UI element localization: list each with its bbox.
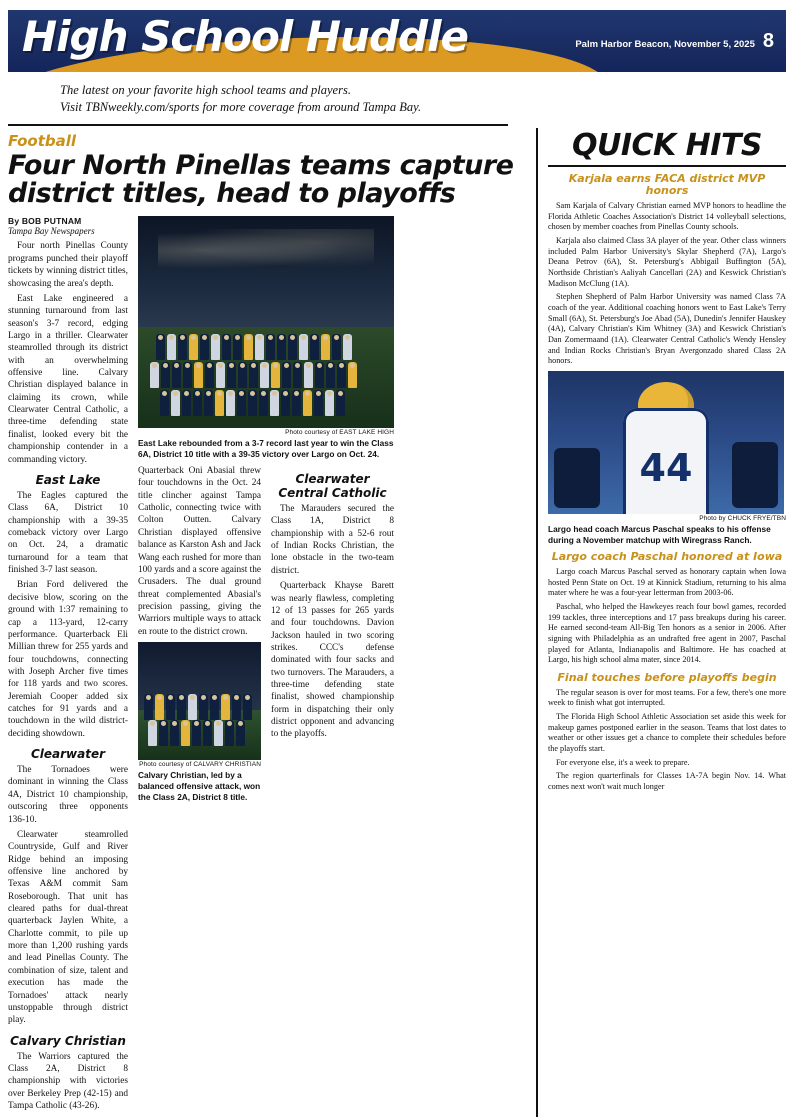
section-heading-calvary-christian: Calvary Christian	[10, 1033, 126, 1048]
coach-photo-paschal	[548, 371, 784, 514]
page-content	[8, 126, 786, 1116]
paragraph: Karjala also claimed Class 3A player of the year. Other class winners included Palm Harbor University's Skylar Shepherd (7A), Largo's Deana Petrov (6A), St. Petersburg's Abbigail Buffington (5A), Northside Christian's Aaliyah Cancellari (2A) and Keswick Christian's Madison McClung (1A).	[548, 236, 786, 288]
quick-hits-title: QUICK HITS	[548, 128, 786, 167]
story-kicker: Football	[8, 131, 77, 150]
deck-line-1: The latest on your favorite high school teams and players.	[60, 83, 351, 97]
photo-jersey-number: 44	[639, 446, 693, 491]
photo-caption: East Lake rebounded from a 3-7 record last year to win the Class 6A, District 10 title with a 39-35 victory over Largo on Oct. 24.	[138, 438, 394, 460]
paragraph: The regular season is over for most teams. For a few, there's one more week to finish what got interrupted.	[548, 687, 786, 708]
photo-team-row-mid	[150, 362, 357, 388]
quick-hits-rail	[536, 126, 786, 1116]
byline-organization: Tampa Bay Newspapers	[8, 226, 95, 237]
paragraph: East Lake engineered a stunning turnaround from last season's 3-7 record, edging Largo in a thriller. Clearwater steamrolled through its district with an overwhelming offensive line. Calvary Christian displayed balance in claiming its crown, while Clearwater Central Catholic, a three-time defending state finalist, looked every bit the championship contender in a commanding victory.	[8, 293, 128, 465]
paragraph: The region quarterfinals for Classes 1A-7A begin Nov. 14. What comes next won't wait much longer	[548, 771, 786, 791]
deck	[8, 80, 508, 126]
photo-team-row	[144, 694, 252, 720]
photo-credit: Photo courtesy of CALVARY CHRISTIAN	[139, 761, 261, 769]
paragraph: Quarterback Oni Abasial threw four touchdowns in the Oct. 24 title clincher against Tampa Catholic, connecting twice with Colton Outten. Calvary Christian displayed offensive balance as Karston Ash and Jack Wang each rushed for more than 100 yards and a score against the Crusaders. The dual ground threat complemented Abasial's precision passing, giving the Warriors multiple ways to attack en route to the district crown.	[138, 466, 261, 637]
team-photo-calvary	[138, 642, 261, 760]
main-story-zone	[8, 126, 526, 1116]
page-number: 8	[762, 30, 774, 52]
paragraph: The Tornadoes were dominant in winning the Class 4A, District 10 championship, outscoring three opponents 136-10.	[8, 765, 128, 825]
masthead-title: High School Huddle	[22, 12, 468, 61]
paragraph: Quarterback Khayse Barett was nearly flawless, completing 12 of 13 passes for 265 yards and four touchdowns. Davion Jackson hauled in two scoring strikes. CCC's defense dominated with four sacks and two turnovers. The Marauders, a three-time defending state finalist, showed championship form in dispatching their only district opponent and advancing to the playoffs.	[271, 581, 394, 740]
story-column-1	[8, 216, 128, 1115]
paragraph: The Eagles captured the Class 6A, District 10 championship with a 39-35 comeback victory over Largo on Oct. 24, a dramatic turnaround for a team that finished 3-7 last season.	[8, 490, 128, 576]
photo-caption: Calvary Christian, led by a balanced offensive attack, won the Class 2A, District 8 title.	[138, 770, 261, 802]
paragraph: Largo coach Marcus Paschal served as honorary captain when Iowa hosted Penn State on Oct. 19 at Kinnick Stadium, returning to his alma mater where he was a four-year letterman from 2003-06.	[548, 567, 786, 598]
publication-line: Palm Harbor Beacon, November 5, 2025	[575, 39, 755, 50]
photo-credit: Photo courtesy of EAST LAKE HIGH	[285, 429, 394, 437]
quick-hit-heading-paschal: Largo coach Paschal honored at Iowa	[551, 550, 783, 564]
photo-caption: Largo head coach Marcus Paschal speaks to his offense during a November matchup with Wiregrass Ranch.	[548, 523, 771, 545]
deck-line-2: Visit TBNweekly.com/sports for more coverage from around Tampa Bay.	[60, 99, 422, 114]
photo-player-left	[554, 448, 600, 508]
paragraph: Four north Pinellas County programs punched their playoff tickets by winning district titles, showcasing the area's depth.	[8, 241, 128, 289]
photo-stadium-lights	[158, 229, 373, 271]
sub-columns	[138, 465, 394, 807]
paragraph: The Warriors captured the Class 2A, District 8 championship with victories over Berkeley Prep (42-15) and Tampa Catholic (43-26).	[8, 1051, 128, 1112]
section-heading-ccc: Clearwater Central Catholic	[278, 472, 387, 500]
section-heading-east-lake: East Lake	[35, 472, 101, 487]
section-heading-clearwater: Clearwater	[30, 747, 106, 762]
paragraph: Paschal, who helped the Hawkeyes reach four bowl games, recorded 199 tackles, three interceptions and 17 pass breakups during his career. He earned second-team All-Big Ten honors as a senior in 2006. After signing with Philadelphia as an undrafted free agent in 2007, Paschal played for Atlanta, Indianapolis and Baltimore. He has coached at Largo, his high school alma mater, since 2014.	[548, 602, 786, 665]
team-photo-east-lake	[138, 216, 394, 428]
paragraph: The Marauders secured the Class 1A, District 8 championship with a 52-6 rout of Indian Rocks Christian, the lone obstacle in the two-team district.	[271, 504, 394, 576]
byline-author: By BOB PUTNAM	[8, 216, 82, 227]
quick-hit-heading-karjala: Karjala earns FACA district MVP honors	[568, 171, 766, 198]
photo-credit: Photo by CHUCK FRYE/TBN	[699, 514, 786, 522]
story-column-3	[271, 465, 394, 807]
rail-divider	[536, 128, 786, 1117]
photo-team-row	[148, 720, 245, 746]
paragraph: For everyone else, it's a week to prepare.	[556, 757, 690, 767]
photo-player-right	[732, 442, 778, 508]
quick-hit-heading-playoffs: Final touches before playoffs begin	[557, 670, 777, 684]
story-columns	[8, 216, 526, 1115]
newspaper-page	[0, 10, 794, 1112]
paragraph: Stephen Shepherd of Palm Harbor University was named Class 7A coach of the year. Additional coaching honors went to East Lake's Terry Small (6A), St. Petersburg's Joe Abad (5A), Dunedin's Jennifer Hauskey (4A), Calvary Christian's Kim Whitney (3A) and Keswick Christian's Dan Zomermaand (1A). Clearwater Central Catholic's Wendy Hensley and Indian Rocks Christian's Bryan Avergonzado shared Class 2A honors.	[548, 292, 786, 366]
masthead	[8, 10, 786, 72]
paragraph: The Florida High School Athletic Association set aside this week for makeup games postponed earlier in the season. Teams that lost dates to weather or other issues get a chance to complete their schedules before the playoffs start.	[548, 711, 786, 753]
masthead-meta	[575, 30, 774, 53]
photo-team-row-back	[156, 334, 352, 360]
photo-jersey	[623, 408, 709, 514]
paragraph: Clearwater steamrolled Countryside, Gulf and River Ridge behind an imposing offensive line anchored by Texas A&M commit Sam Roseborough. That unit has cleared paths for dual-threat quarterback Jaylen White, a Charlotte commit, to pile up more than 1,200 rushing yards and lead Pinellas County. The combination of size, talent and execution has made the Tornadoes' attack nearly unstoppable through district play.	[8, 829, 128, 1026]
page-title: Four North Pinellas teams capture district titles, head to playoffs	[8, 149, 514, 210]
photo-team-row-front	[160, 390, 345, 416]
story-column-2-3	[138, 216, 394, 1115]
paragraph: Sam Karjala of Calvary Christian earned MVP honors to headline the Florida Athletic Coaches Association's District 14 volleyball selections, chosen by member coaches from Pinellas County schools.	[548, 201, 786, 232]
story-column-2	[138, 465, 261, 807]
paragraph: Brian Ford delivered the decisive blow, scoring on the ground with 1:37 remaining to cap a 113-yard, 12-carry performance. Quarterback Eli Millian threw for 255 yards and four touchdowns, connecting with Joseph Archer five times for 118 yards and two scores. Jeremiah Cooper added six catches for 91 yards and a touchdown in the wild district-deciding showdown.	[8, 580, 128, 739]
